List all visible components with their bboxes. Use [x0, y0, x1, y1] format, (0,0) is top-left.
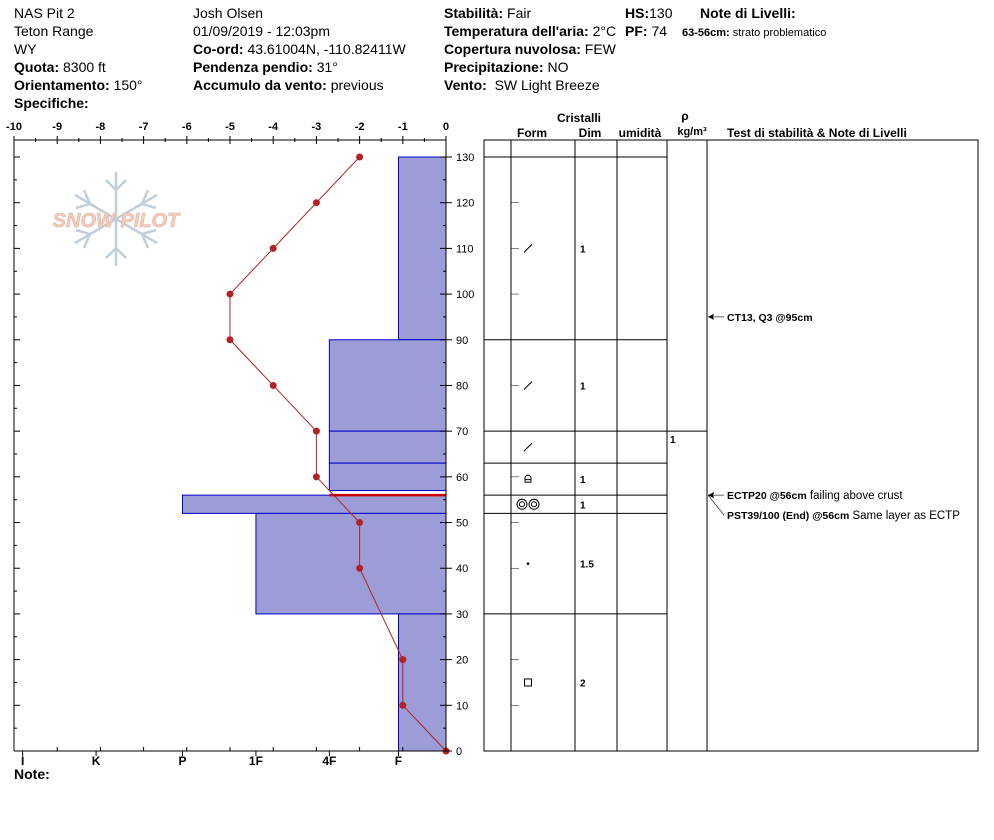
air-temperature: Temperatura dell'aria: 2°C: [444, 23, 617, 39]
datetime: 01/09/2019 - 12:03pm: [193, 23, 330, 39]
hardness-layer-1: [329, 340, 446, 431]
hardness-layer-4: [182, 495, 446, 513]
precipitation: Precipitazione: NO: [444, 59, 569, 75]
hardness-label-2: P: [178, 754, 187, 768]
temp-tick-label-6: -4: [268, 121, 279, 133]
temperature-point-9: [356, 565, 363, 572]
temperature-point-10: [399, 656, 406, 663]
temp-tick-label-7: -3: [311, 121, 322, 133]
crystal-form-slash-icon: [524, 381, 532, 389]
crystal-size: 1: [580, 244, 586, 256]
state-name: WY: [14, 41, 37, 57]
stability-test-text: PST39/100 (End) @56cm Same layer as ECTP: [727, 510, 960, 523]
height-tick-label-6: 60: [456, 471, 469, 484]
hardness-label-0: I: [20, 754, 25, 768]
header-moisture: umidità: [618, 126, 662, 140]
wind: Vento: SW Light Breeze: [444, 77, 600, 93]
temperature-point-6: [313, 428, 320, 435]
stability-test-text: CT13, Q3 @95cm: [727, 311, 813, 324]
aspect: Orientamento: 150°: [14, 77, 143, 93]
temp-tick-label-5: -5: [225, 121, 235, 133]
cloud-cover: Copertura nuvolosa: FEW: [444, 41, 616, 57]
height-tick-label-2: 20: [456, 654, 469, 667]
hardness-layer-0: [398, 157, 446, 340]
table-row: [525, 475, 586, 486]
hardness-axis-labels: [21, 751, 402, 768]
stability-tests: [708, 312, 960, 522]
crystal-form-double-circle-icon: [517, 499, 539, 509]
header-crystals: Cristalli: [556, 111, 602, 125]
stability-test: [708, 312, 813, 324]
height-tick-label-8: 80: [456, 380, 469, 393]
crystal-form-dot-icon: [527, 562, 530, 565]
temperature-point-0: [356, 154, 363, 161]
coordinates: Co-ord: 43.61004N, -110.82411W: [193, 41, 406, 57]
table-row: [524, 381, 586, 392]
temperature-point-3: [227, 291, 234, 298]
hardness-layer-3: [329, 463, 446, 490]
height-tick-label-1: 10: [456, 700, 469, 713]
layer-table: [484, 109, 978, 751]
hardness-label-1: K: [91, 754, 101, 768]
temperature-point-7: [313, 473, 320, 480]
layer-notes-title: Note di Livelli:: [700, 5, 796, 21]
crystal-form-slash-icon: [524, 244, 532, 252]
height-tick-label-0: 0: [456, 746, 463, 758]
stability-test-leader: [708, 495, 724, 515]
crystal-size: 1.5: [580, 559, 594, 571]
header-notes: Test di stabilità & Note di Livelli: [727, 126, 907, 140]
height-tick-label-7: 70: [456, 426, 469, 439]
temperature-point-1: [313, 199, 320, 206]
range-name: Teton Range: [14, 23, 94, 39]
logo-text: SNOW PILOT: [52, 210, 180, 232]
header-density-unit: kg/m³: [677, 126, 707, 138]
height-tick-label-4: 40: [456, 563, 469, 576]
elevation: Quota: 8300 ft: [14, 59, 106, 75]
crystal-form-square-icon: [525, 679, 532, 686]
temperature-axis-ticks: [6, 121, 449, 144]
temperature-point-2: [270, 245, 277, 252]
slope: Pendenza pendio: 31°: [193, 59, 338, 75]
temperature-point-4: [227, 336, 234, 343]
height-tick-label-5: 50: [456, 517, 469, 530]
hs-value: HS:130: [625, 5, 673, 21]
stability-test-text: ECTP20 @56cm failing above crust: [727, 490, 903, 503]
height-tick-label-12: 120: [456, 197, 475, 210]
stability-test: [708, 490, 903, 502]
table-row: [524, 244, 586, 255]
temp-tick-label-9: -1: [397, 121, 408, 133]
table-row: [517, 499, 586, 511]
stability: Stabilità: Fair: [444, 5, 532, 21]
crystal-size: 1: [580, 381, 586, 393]
height-tick-label-11: 110: [456, 243, 474, 256]
hardness-layers: [182, 157, 446, 751]
header-form: Form: [517, 126, 547, 140]
temp-tick-label-2: -8: [95, 121, 106, 133]
wind-loading: Accumulo da vento: previous: [193, 77, 384, 93]
specifics: Specifiche:: [14, 95, 89, 111]
hardness-layer-2: [329, 431, 446, 463]
temp-tick-label-1: -9: [52, 121, 63, 133]
temp-tick-label-8: -2: [354, 121, 365, 133]
observer: Josh Olsen: [193, 5, 264, 21]
table-row: [525, 678, 587, 689]
density-value: 1: [670, 435, 676, 447]
height-tick-label-9: 90: [456, 334, 469, 347]
height-tick-label-10: 100: [456, 289, 475, 302]
temp-tick-label-0: -10: [6, 121, 22, 133]
temperature-point-8: [356, 519, 363, 526]
table-rows: [484, 157, 707, 751]
table-row: [524, 435, 676, 451]
hardness-label-4: 4F: [322, 754, 337, 768]
snowpilot-logo: [53, 172, 181, 266]
crystal-size: 1: [580, 500, 586, 512]
temp-tick-label-10: 0: [442, 121, 450, 133]
temp-tick-label-3: -7: [138, 121, 149, 133]
layer-note: 63-56cm: strato problematico: [682, 27, 827, 39]
table-row: [527, 560, 595, 571]
hardness-label-5: F: [394, 754, 403, 768]
height-tick-label-3: 30: [456, 608, 469, 621]
header-density-symbol: ρ: [681, 109, 689, 123]
hardness-label-3: 1F: [248, 754, 263, 768]
hardness-layer-6: [398, 614, 446, 751]
header-size: Dim: [578, 126, 602, 140]
temp-tick-label-4: -6: [181, 121, 192, 133]
note-label: Note:: [14, 766, 50, 782]
temperature-point-5: [270, 382, 277, 389]
table-frame: [484, 140, 978, 751]
hardness-layer-5: [256, 513, 446, 614]
crystal-form-slash-icon: [524, 443, 532, 451]
site-name: NAS Pit 2: [14, 5, 75, 21]
pf-value: PF: 74: [625, 23, 668, 39]
crystal-size: 1: [580, 475, 586, 487]
crystal-size: 2: [580, 678, 586, 690]
crystal-form-cup-icon: [525, 475, 531, 482]
temperature-point-11: [399, 702, 406, 709]
height-tick-label-13: 130: [456, 152, 475, 164]
